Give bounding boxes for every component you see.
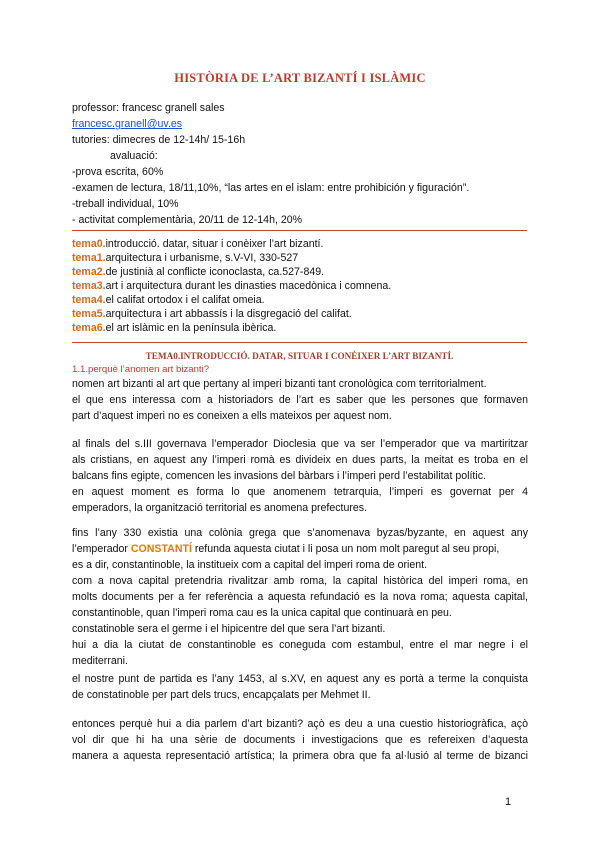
evaluation-item: - activitat complementària, 20/11 de 12-14h, 20%	[72, 214, 303, 226]
tema-label: tema3.	[72, 280, 106, 292]
tema-item	[72, 320, 276, 336]
text-line: part d’aquest imperi no es coneixen a ells mateixos per aquest nom.	[72, 410, 392, 422]
section-heading: TEMA0.INTRODUCCIÓ. DATAR, SITUAR I CONÈIXER L’ART BIZANTÍ.	[145, 351, 454, 361]
text-line: en aquest moment es forma lo que anomenem tetrarquia, l’imperi es governat per 4	[72, 486, 528, 498]
text-line: molts documents per a fer referència a aquesta refundació es la nova roma; aquesta capital,	[72, 591, 528, 603]
tema-text: arquitectura i urbanisme, s.V-VI, 330-527	[105, 252, 299, 264]
tema-text: arquitectura i art abbassís i la disgregació del califat.	[105, 308, 352, 320]
paragraph	[72, 671, 528, 703]
text-line: als cristians, en aquest any l’imperi romà es divideix en dues parts, la meitat es troba en el	[72, 454, 528, 466]
tema-text: introducció. datar, situar i conèixer l’art bizantí.	[105, 238, 324, 250]
divider	[72, 230, 527, 231]
evaluation-item: -prova escrita, 60%	[72, 166, 164, 178]
tema-label: tema1.	[72, 252, 106, 264]
text-line: el nostre punt de partida es l’any 1453, al s.XV, en aquest any es portà a terme la conquista	[72, 673, 528, 685]
paragraph	[72, 525, 528, 669]
text-line: hui a dia la ciutat de constantinoble es coneguda com estambul, entre el mar negre i el	[72, 639, 528, 651]
tema-label: tema4.	[72, 294, 106, 306]
tema-label: tema0.	[72, 238, 106, 250]
text-line: balcans fins egipte, comencen les invasions del bàrbars i l’imperi perd l’estabilitat polític.	[72, 470, 486, 482]
text-line: entonces perquè hui a dia parlem d’art bizanti? açò es deu a una cuestio historiogràfica, açò	[72, 718, 528, 730]
text-line	[72, 541, 528, 557]
text-line: al finals del s.III governava l’emperador Dioclesia que va ser l’emperador que va martiritzar	[72, 438, 528, 450]
tema-text: art i arquitectura durant les dinasties macedònica i comnena.	[105, 280, 392, 292]
professor-line: professor: francesc granell sales	[72, 102, 225, 114]
divider	[72, 342, 527, 343]
text-line: constantinoble, quan l’imperi roma cau es la unica capital que continuarà en peu.	[72, 607, 452, 619]
tema-label: tema5.	[72, 308, 106, 320]
text-line: constatinoble sera el germe i el hipicentre del que sera l’art bizanti.	[72, 623, 386, 635]
paragraph	[72, 716, 528, 764]
text-line: mediterrani.	[72, 655, 128, 667]
document-title: HISTÒRIA DE L’ART BIZANTÍ I ISLÀMIC	[174, 71, 426, 85]
tema-text: el califat ortodox i el califat omeia.	[105, 294, 265, 306]
text-span: l’emperador	[72, 543, 131, 555]
text-line: es a dir, constantinoble, la instituеix com a capital del imperi roma de orient.	[72, 559, 428, 571]
text-line: nomen art bizanti al art que pertany al imperi bizanti tant cronològica com territorialment.	[72, 378, 487, 390]
text-line: el que ens interessa com a historiadors de l’art es saber que les persones que formaven	[72, 394, 528, 406]
page-number: 1	[505, 796, 512, 808]
text-line: fins l’any 330 existia una colònia grega que s’anomenava byzas/byzante, en aquest any	[72, 527, 528, 539]
text-line: manera a aquesta representació artística; la primera obra que fa al·lusió al terme de bizanci	[72, 750, 528, 762]
tema-text: el art islàmic en la península ibèrica.	[105, 322, 277, 334]
avaluacio-label: avaluació:	[110, 150, 158, 162]
evaluation-item: -treball individual, 10%	[72, 198, 179, 210]
text-line: de constatinoble per part dels trucs, encapçalats per Mehmet II.	[72, 689, 371, 701]
email-link[interactable]: francesc.granell@uv.es	[72, 118, 183, 130]
tutories-line: tutories: dimecres de 12-14h/ 15-16h	[72, 134, 246, 146]
tema-text: de justinià al conflicte iconoclasta, ca.527-849.	[105, 266, 325, 278]
paragraph	[72, 376, 528, 424]
text-span: refunda aquesta ciutat i li posa un nom molt paregut al seu propi,	[191, 543, 500, 555]
text-line: emperadors, la organització territorial es anomena prefectures.	[72, 502, 368, 514]
tema-label: tema6.	[72, 322, 106, 334]
evaluation-item: -examen de lectura, 18/11,10%, “las artes en el islam: entre prohibición y figuración”.	[72, 182, 470, 194]
text-line: com a nova capital pretendria rivalitzar amb roma, la capital històrica del imperi roma, en	[72, 575, 528, 587]
tema-label: tema2.	[72, 266, 106, 278]
text-line: vol dir que hi ha una sèrie de documents i investigacions que es refereixen d’aquesta	[72, 734, 528, 746]
paragraph	[72, 436, 528, 516]
highlighted-name: CONSTANTÍ	[130, 543, 192, 555]
subsection-heading: 1.1.perquè l’anomen art bizanti?	[72, 364, 210, 375]
